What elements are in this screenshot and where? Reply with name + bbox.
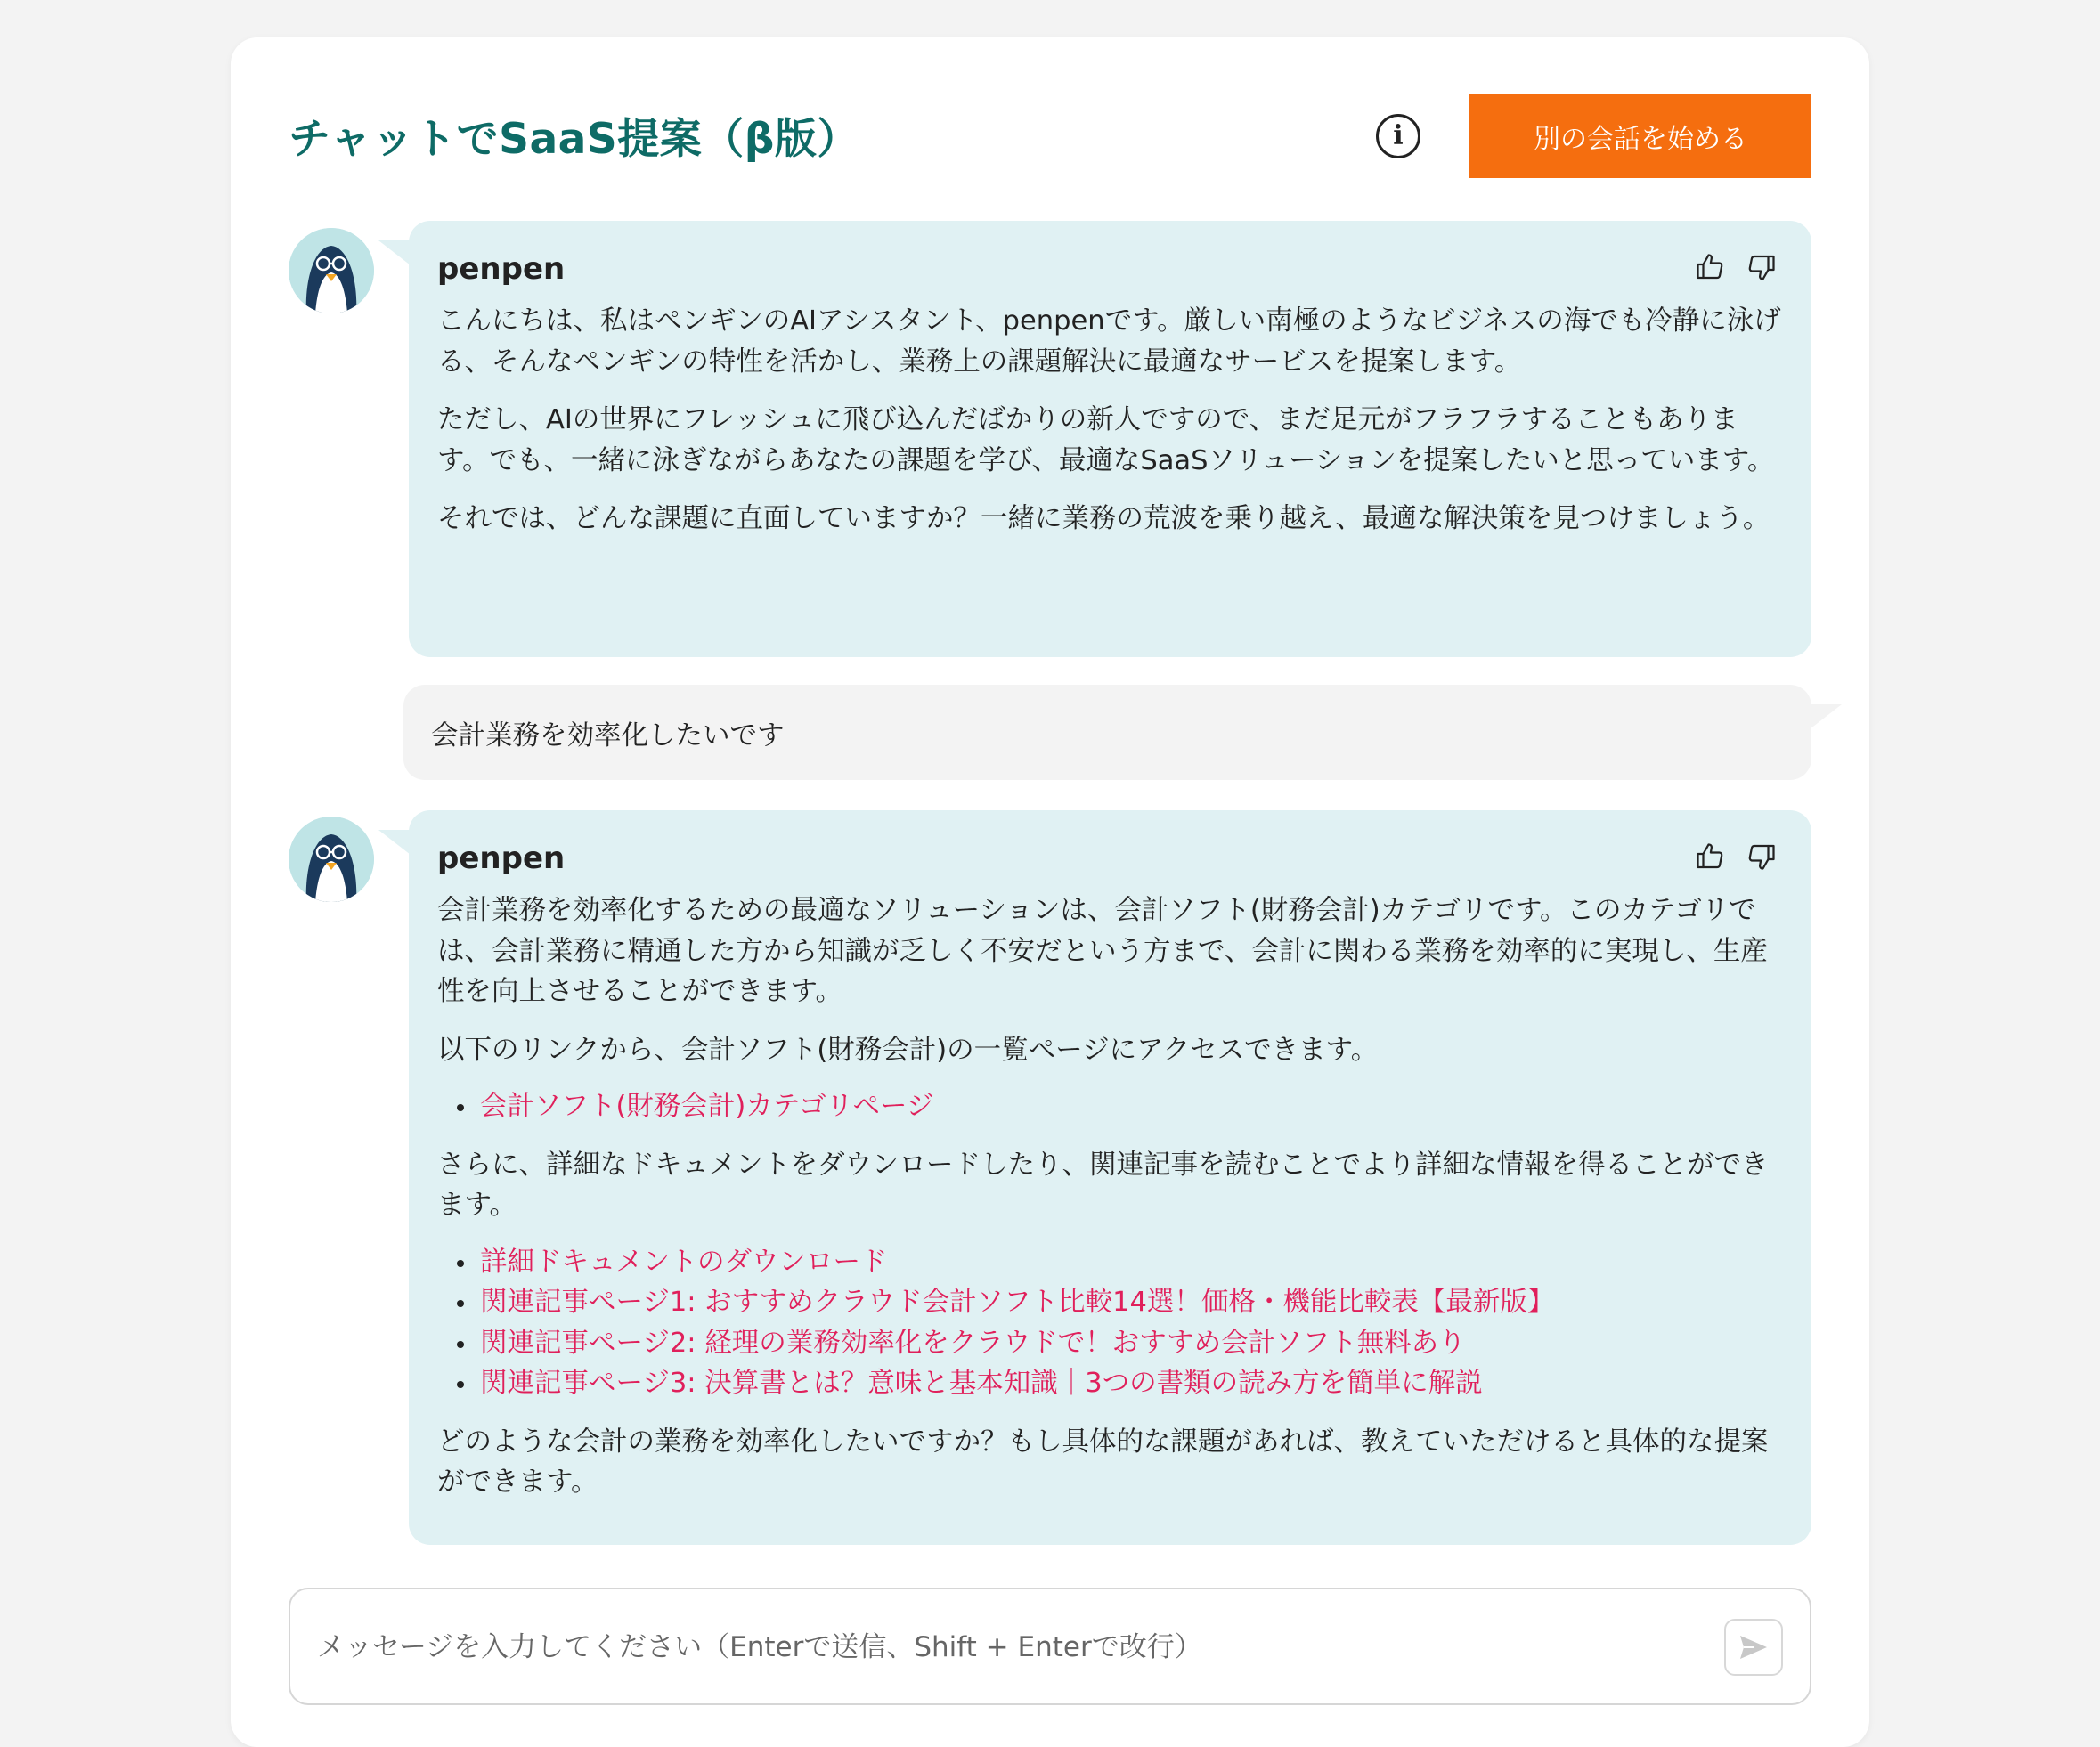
bot-message [409, 810, 1811, 1545]
new-chat-button[interactable]: 別の会話を始める [1469, 94, 1811, 178]
link-related-article-1[interactable]: 関連記事ページ1: おすすめクラウド会計ソフト比較14選！価格・機能比較表【最新版】 [453, 1282, 1783, 1323]
sender-name: penpen [437, 841, 566, 876]
feedback-controls [1694, 251, 1778, 283]
link-list [437, 1242, 1783, 1404]
message-paragraph: こんにちは、私はペンギンのAIアシスタント、penpenです。厳しい南極のようなビジネスの海でも冷静に泳げる、そんなペンギンの特性を活かし、業務上の課題解決に最適なサービスを提案します。 [437, 305, 1781, 378]
link-category-page[interactable]: 会計ソフト(財務会計)カテゴリページ [453, 1086, 1783, 1127]
penguin-avatar [289, 228, 374, 313]
message-paragraph: どのような会計の業務を効率化したいですか？もし具体的な課題があれば、教えていただけると具体的な提案ができます。 [437, 1426, 1769, 1498]
message-paragraph: 以下のリンクから、会計ソフト(財務会計)の一覧ページにアクセスできます。 [437, 1034, 1379, 1066]
message-paragraph: さらに、詳細なドキュメントをダウンロードしたり、関連記事を読むことでより詳細な情報を得ることができます。 [437, 1149, 1769, 1221]
link-document-download[interactable]: 詳細ドキュメントのダウンロード [453, 1242, 1783, 1283]
sender-name: penpen [437, 251, 566, 287]
send-icon [1738, 1634, 1769, 1661]
message-paragraph: 会計業務を効率化するための最適なソリューションは、会計ソフト(財務会計)カテゴリです。このカテゴリでは、会計業務に精通した方から知識が乏しく不安だという方まで、会計に関わる業務を効率的に実現し、生産性を向上させることができます。 [437, 895, 1768, 1007]
chat-card [231, 37, 1869, 1747]
send-button[interactable] [1724, 1619, 1783, 1676]
message-paragraph: ただし、AIの世界にフレッシュに飛び込んだばかりの新人ですので、まだ足元がフラフラすることもあります。でも、一緒に泳ぎながらあなたの課題を学び、最適なSaaSソリューションを提案したいと思っています。 [437, 404, 1775, 476]
message-body [437, 301, 1783, 540]
thumbs-down-icon[interactable] [1746, 251, 1778, 283]
message-composer [289, 1588, 1811, 1705]
user-message [403, 685, 1811, 780]
feedback-controls [1694, 841, 1778, 873]
chat-header [289, 93, 1811, 178]
info-icon[interactable]: i [1376, 114, 1420, 158]
message-body [437, 890, 1783, 1503]
link-related-article-2[interactable]: 関連記事ページ2: 経理の業務効率化をクラウドで！おすすめ会計ソフト無料あり [453, 1323, 1783, 1364]
bot-message [409, 221, 1811, 657]
thumbs-down-icon[interactable] [1746, 841, 1778, 873]
page-title: チャットでSaaS提案（β版） [289, 115, 859, 164]
penguin-avatar [289, 817, 374, 902]
link-related-article-3[interactable]: 関連記事ページ3: 決算書とは？意味と基本知識｜3つの書類の読み方を簡単に解説 [453, 1363, 1783, 1404]
thumbs-up-icon[interactable] [1694, 841, 1726, 873]
user-message-text: 会計業務を効率化したいです [431, 719, 785, 752]
thumbs-up-icon[interactable] [1694, 251, 1726, 283]
message-paragraph: それでは、どんな課題に直面していますか？一緒に業務の荒波を乗り越え、最適な解決策を見つけましょう。 [437, 503, 1770, 534]
link-list [437, 1086, 1783, 1127]
message-input[interactable] [317, 1625, 1706, 1670]
header-actions [1376, 94, 1811, 178]
